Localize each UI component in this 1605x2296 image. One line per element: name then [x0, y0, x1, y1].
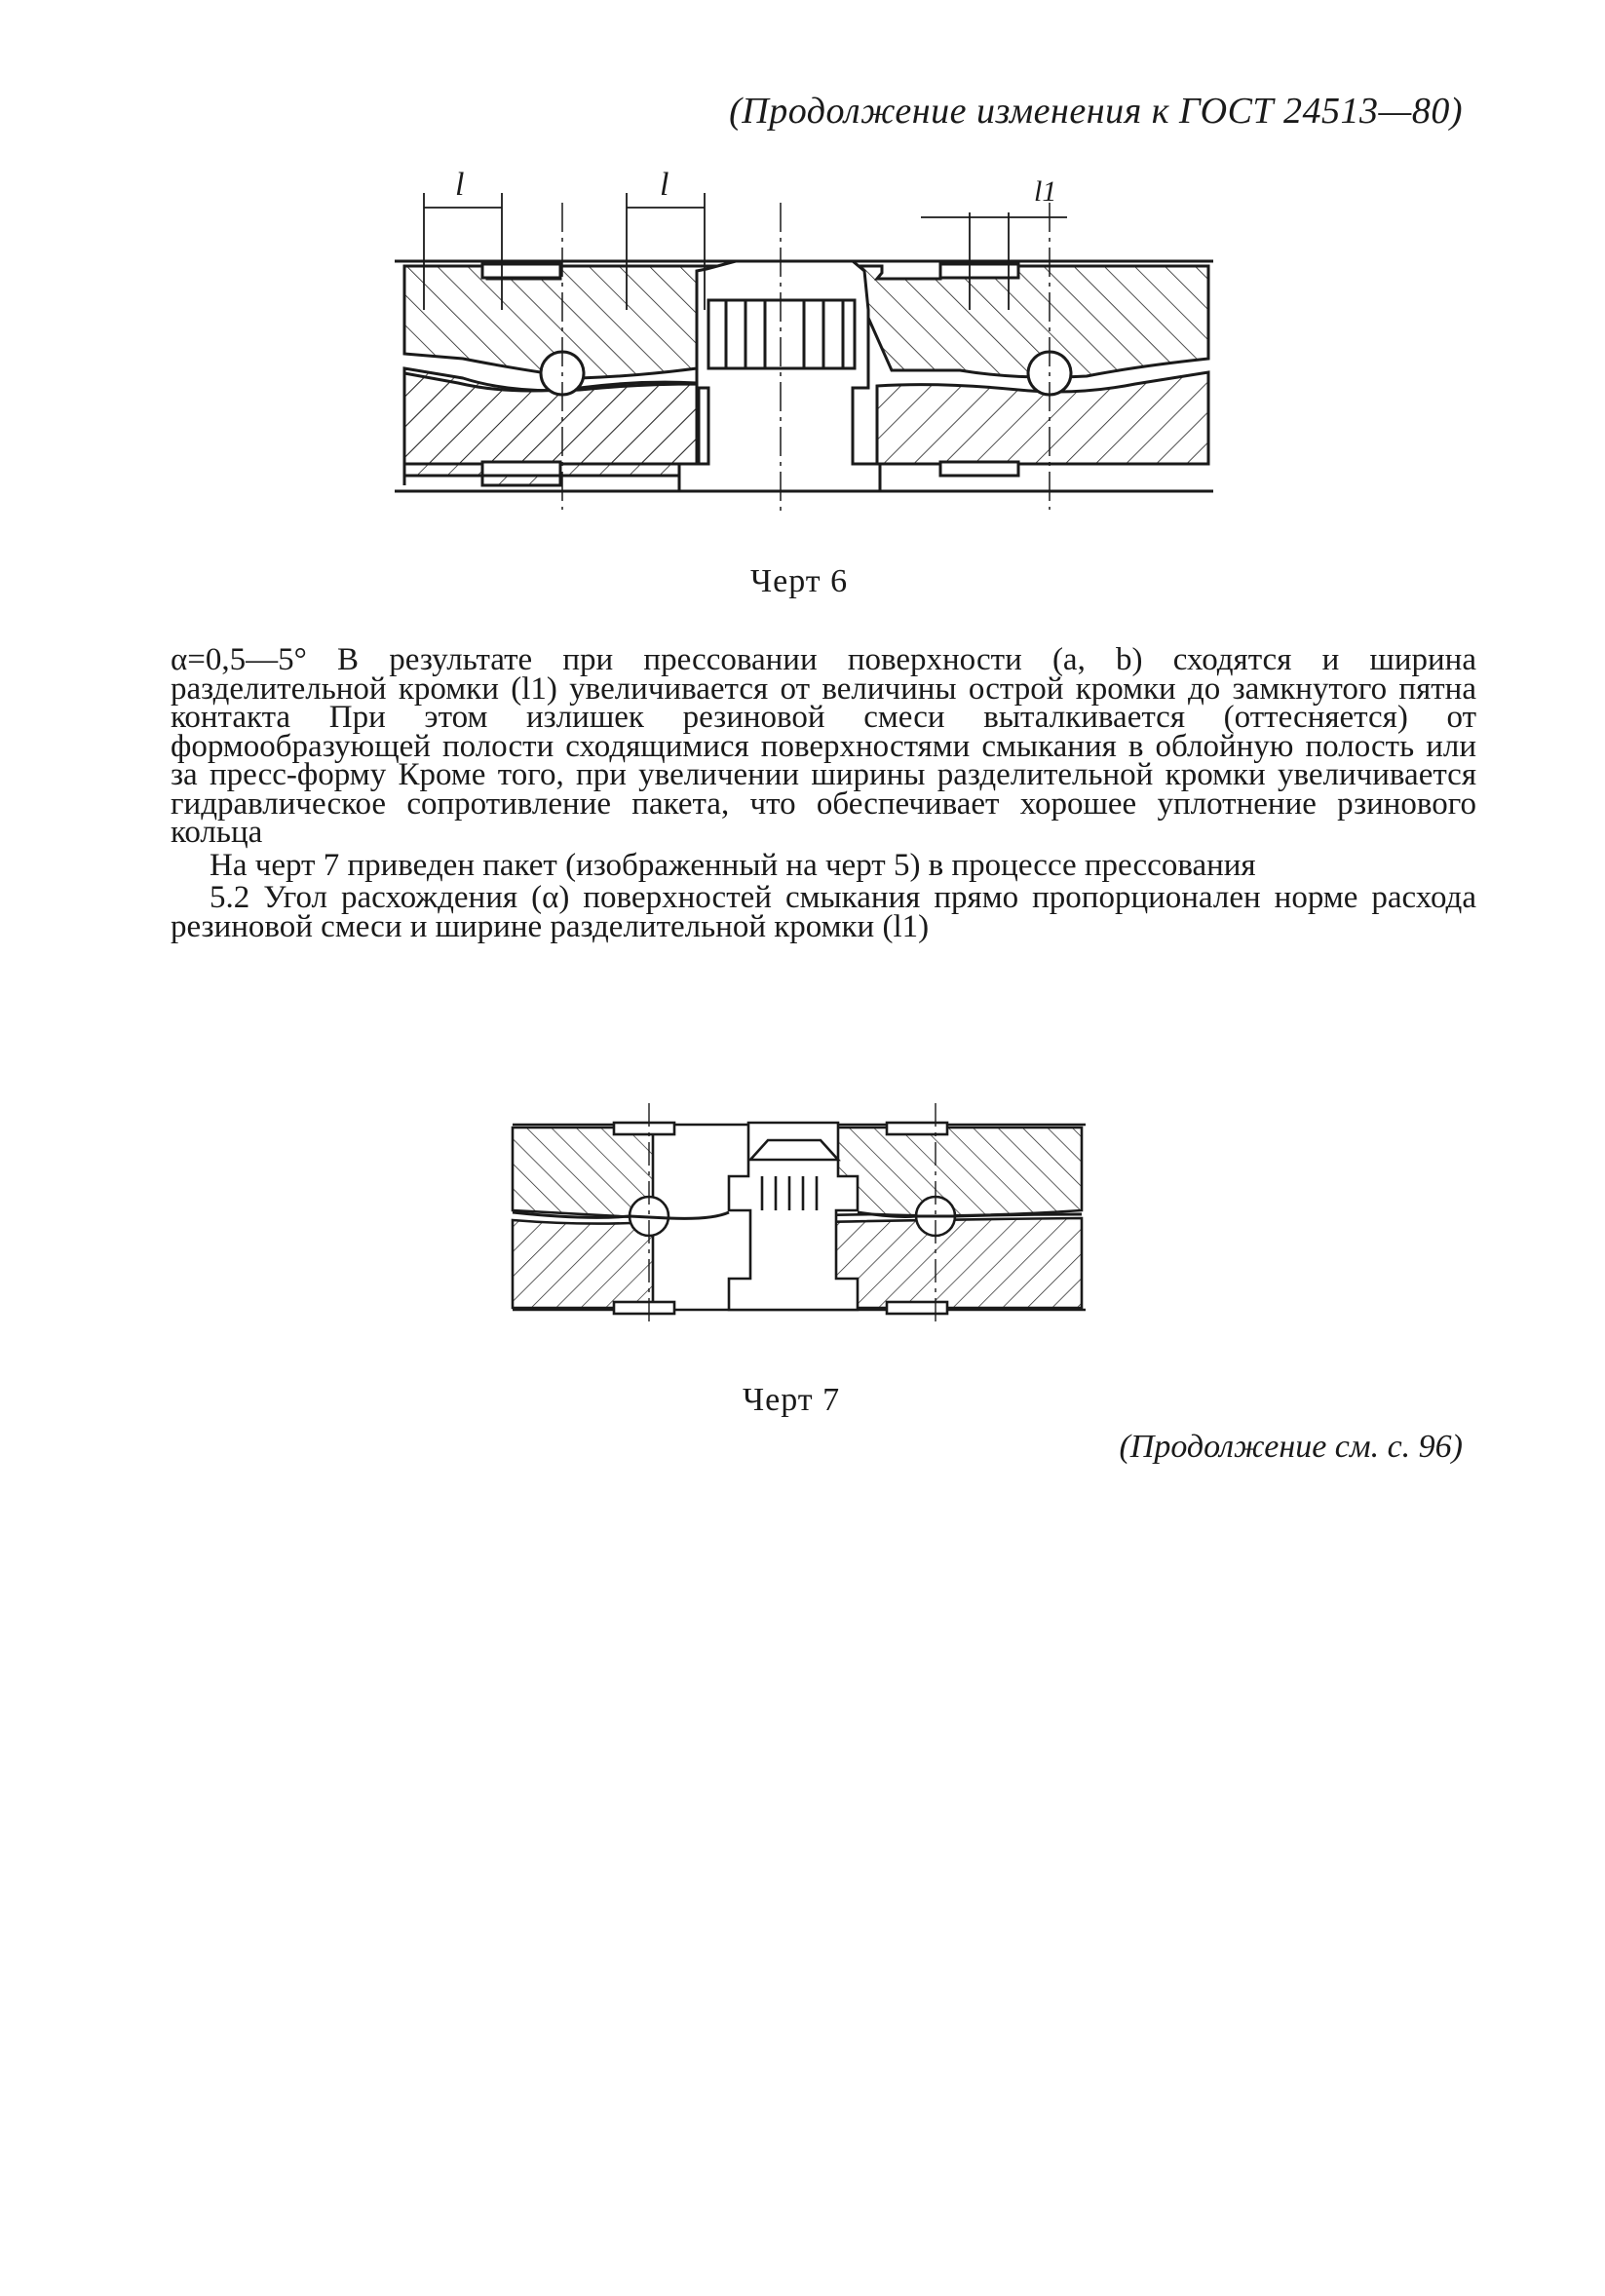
- dim-label-l-1: l: [455, 167, 465, 203]
- continuation-footer: (Продолжение см. с. 96): [1119, 1429, 1463, 1465]
- paragraph-3: 5.2 Угол расхождения (α) поверхностей смыкания прямо пропорционален норме расхода резиновой смеси и ширине разделительной кромки (l1): [171, 880, 1476, 944]
- dim-label-l-2: l: [660, 167, 669, 203]
- paragraph-1: α=0,5—5° В результате при прессовании поверхности (a, b) сходятся и ширина разделительной кромки (l1) увеличивается от величины острой кромки до замкнутого пятна контакта При этом излишек резиновой смеси выталкивается (оттесняется) от формообразующей полости сходящимися поверхностями смыкания в облойную полость или за пресс-форму Кроме того, при увеличении ширины разделительной кромки увеличивается гидравлическое сопротивление пакета, что обеспечивает хорошее уплотнение рзинового кольца: [171, 642, 1476, 850]
- dim-label-l1: l1: [1034, 175, 1057, 208]
- figure-6-drawing: [395, 164, 1233, 534]
- continuation-header: (Продолжение изменения к ГОСТ 24513—80): [729, 91, 1463, 132]
- figure-7-caption: Черт 7: [743, 1382, 841, 1418]
- body-text: [171, 642, 1476, 944]
- figure-6-caption: Черт 6: [750, 563, 849, 599]
- paragraph-2: На черт 7 приведен пакет (изображенный на черт 5) в процессе прессования: [210, 847, 1256, 883]
- figure-7-drawing: [507, 1084, 1091, 1342]
